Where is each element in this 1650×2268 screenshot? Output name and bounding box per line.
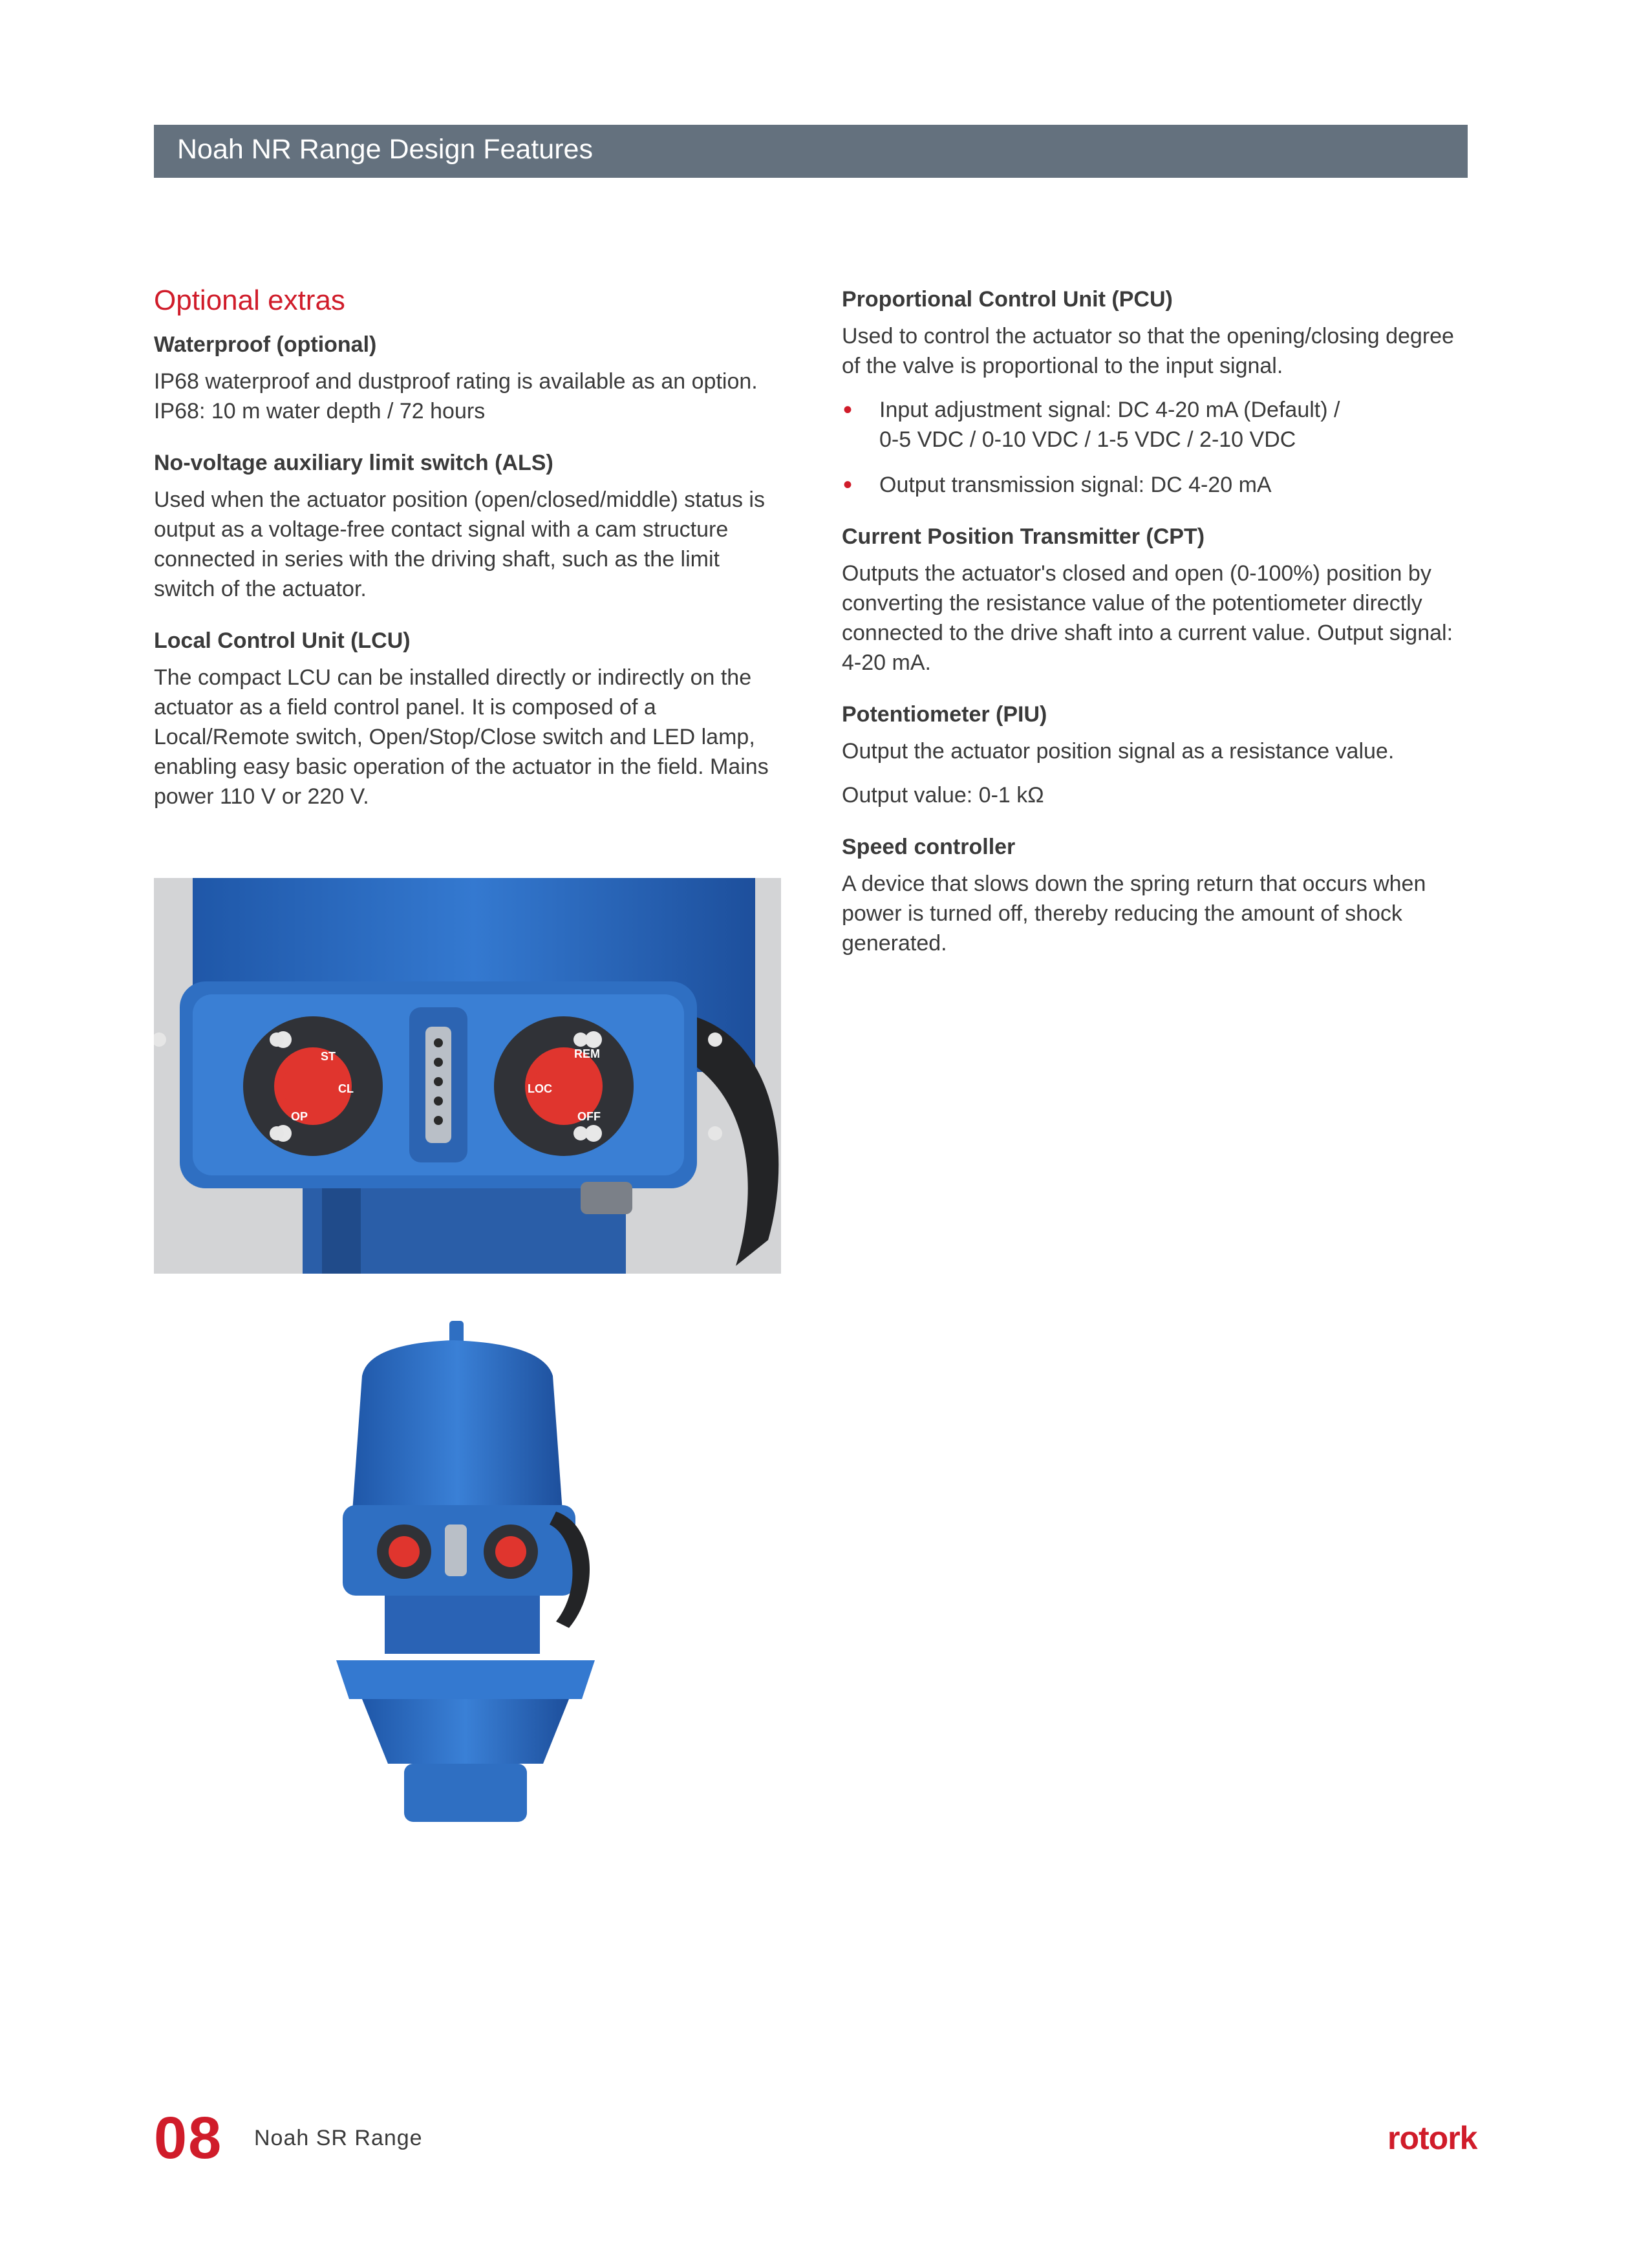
pcu-bullet-list: [842, 395, 1469, 500]
label-loc: LOC: [528, 1082, 552, 1095]
label-cl: CL: [338, 1082, 354, 1095]
label-rem: REM: [574, 1047, 600, 1060]
waterproof-heading: Waterproof (optional): [154, 332, 377, 357]
label-off: OFF: [577, 1110, 601, 1123]
pcu-bullet-1-line2: 0-5 VDC / 0-10 VDC / 1-5 VDC / 2-10 VDC: [879, 427, 1296, 452]
speed-body: A device that slows down the spring return that occurs when power is turned off, thereby reducing the amount of shock generated.: [842, 872, 1426, 956]
label-op: OP: [291, 1110, 308, 1123]
lcu-heading: Local Control Unit (LCU): [154, 628, 411, 653]
piu-body-1: Output the actuator position signal as a resistance value.: [842, 739, 1395, 764]
speed-heading: Speed controller: [842, 835, 1016, 859]
footer-label: Noah SR Range: [254, 2126, 423, 2150]
piu-heading: Potentiometer (PIU): [842, 702, 1047, 727]
piu-body-2: Output value: 0-1 kΩ: [842, 783, 1044, 808]
waterproof-body: IP68 waterproof and dustproof rating is available as an option. IP68: 10 m water depth / 72 hours: [154, 369, 758, 423]
lcu-body: The compact LCU can be installed directly or indirectly on the actuator as a field control panel. It is composed of a Local/Remote switch, Open/Stop/Close switch and LED lamp, enabling easy basic operation of the actuator in the field. Mains power 110 V or 220 V.: [154, 665, 769, 809]
left-column: [154, 284, 781, 836]
list-item: • Input adjustment signal: DC 4-20 mA (Default) / 0-5 VDC / 0-10 VDC / 1-5 VDC / 2-10 VDC: [843, 396, 1340, 452]
page-number: 08: [154, 2105, 223, 2171]
header-banner: [154, 125, 1468, 178]
actuator-full-photo: [323, 1318, 621, 1828]
als-heading: No-voltage auxiliary limit switch (ALS): [154, 451, 553, 475]
page-title: Noah NR Range Design Features: [177, 134, 593, 165]
pcu-bullet-1-line1: Input adjustment signal: DC 4-20 mA (Default) /: [879, 398, 1340, 422]
cpt-heading: Current Position Transmitter (CPT): [842, 524, 1205, 549]
rotork-logo: rotork: [1388, 2120, 1477, 2156]
lcu-closeup-photo: [154, 878, 781, 1274]
section-title: Optional extras: [154, 284, 345, 316]
list-item: • Output transmission signal: DC 4-20 mA: [843, 471, 1272, 499]
pcu-bullet-2-line1: Output transmission signal: DC 4-20 mA: [879, 473, 1272, 497]
label-st: ST: [321, 1050, 336, 1063]
pcu-body: Used to control the actuator so that the opening/closing degree of the valve is proportional to the input signal.: [842, 324, 1454, 378]
pcu-heading: Proportional Control Unit (PCU): [842, 287, 1173, 312]
right-column: [842, 287, 1469, 983]
cpt-body: Outputs the actuator's closed and open (0-100%) position by converting the resistance value of the potentiometer directly connected to the drive shaft into a current value. Output signal: 4-20 mA.: [842, 561, 1453, 675]
als-body: Used when the actuator position (open/closed/middle) status is output as a voltage-free contact signal with a cam structure connected in series with the driving shaft, such as the limit switch of the actuator.: [154, 487, 765, 601]
